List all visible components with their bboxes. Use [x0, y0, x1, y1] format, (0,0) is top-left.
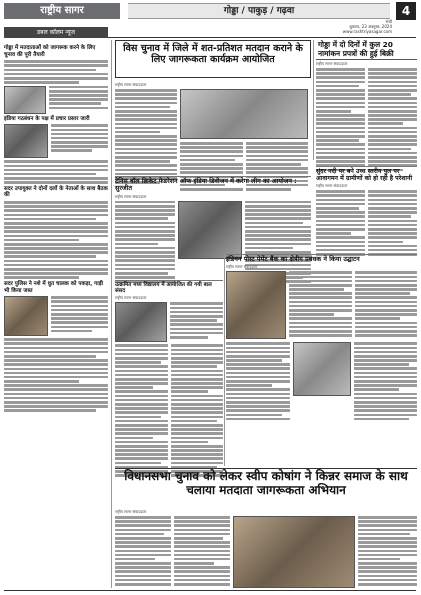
cricket-headline: टेनिस बॉल क्रिकेट फेडरेशन ऑफ इंडिया डिवीजन में करेगा लीग का आयोजन : सुरजीत [115, 177, 297, 193]
right-top-byline: राष्ट्रीय सागर संवाददाता [316, 61, 348, 67]
right-top-headline: गोड्डा में दो दिनों में कुल 20 नामांकन प्रपत्रों की हुई बिक्री [316, 40, 417, 60]
ippb-headline: इंडियन पोस्ट पेमेंट बैंक का क्षेत्रीय प्रबंधक ने किया उद्घाटन [226, 255, 360, 263]
date-full: बुधवार, 23 अक्टूबर, 2024 [349, 24, 392, 29]
ippb-photo-2 [293, 342, 351, 396]
left-photo-1 [4, 86, 46, 114]
left-column [4, 43, 108, 414]
left-story-4-head: सदर पुलिस ने नशे में धुत चालक को पकड़ा, गाड़ी भी किया जब्त [4, 281, 103, 294]
cricket-photo [178, 201, 242, 259]
left-story-2-head: इंडिया गठबंधन के पक्ष में प्रचार प्रसार जारी [4, 115, 90, 122]
column-divider-mid [224, 254, 225, 466]
bottom-story-body [115, 508, 417, 588]
bottom-story-headline: विधानसभा चुनाव को लेकर स्वीप कोषांग ने किन्नर समाज के साथ चलाया मतदाता जागरूकता अभियान [124, 469, 408, 497]
bridge-story [316, 168, 417, 257]
date-block [300, 19, 392, 34]
edition-bar [128, 3, 390, 19]
school-photo [115, 302, 167, 342]
right-top-story [316, 40, 417, 173]
newspaper-brand: राष्ट्रीय सागर [4, 3, 120, 19]
bottom-story-headline-box [115, 470, 417, 506]
column-divider-right [313, 40, 314, 160]
cricket-byline: राष्ट्रीय सागर संवाददाता [115, 193, 147, 199]
ippb-photo [226, 271, 286, 339]
ippb-byline: राष्ट्रीय सागर संवाददाता [226, 264, 258, 270]
bottom-story-byline: राष्ट्रीय सागर संवाददाता [115, 509, 147, 514]
section-label: डबल कॉलम न्यूज [4, 27, 108, 38]
school-byline: राष्ट्रीय सागर संवाददाता [115, 295, 147, 301]
date-city: रांची [385, 19, 392, 24]
top-story-photo [180, 89, 308, 139]
left-photo-2 [4, 124, 48, 158]
school-story [115, 282, 223, 478]
edition-title: गोड्डा / पाकुड़ / गढ़वा [223, 6, 295, 16]
left-photo-3 [4, 296, 48, 336]
top-story-headline: विस चुनाव में जिले में शत-प्रतिशत मतदान कराने के लिए जागरूकता कार्यक्रम आयोजित [123, 43, 303, 66]
rule-bridge [316, 166, 417, 167]
left-story-1-head: गोड्डा में मतदाताओं को जागरूक करने के लिए चुनाव की पूरी तैयारी [4, 45, 96, 58]
ippb-story [226, 256, 417, 422]
page-bottom-rule [4, 590, 416, 591]
top-story-byline: राष्ट्रीय सागर संवाददाता [115, 82, 147, 87]
page-number: 4 [396, 2, 416, 20]
website-url: www.rashtriyasagar.com [342, 29, 392, 34]
bottom-story-photo [233, 516, 355, 588]
top-story-headline-box [115, 40, 311, 78]
left-story-1-body [4, 60, 108, 84]
bridge-byline: राष्ट्रीय सागर संवाददाता [316, 183, 348, 189]
bridge-headline: सुंदर नदी पर बने उच्च स्तरीय पुल पर आवागमन में ग्रामीणों को हो रही है परेशानी [316, 168, 413, 183]
column-divider-left [111, 40, 112, 588]
school-headline: उत्क्रमित मध्य विद्यालय में आयोजित की गयी बाल संसद [115, 282, 212, 295]
rule-school [115, 280, 223, 281]
left-story-3-head: सदर उपायुक्त ने दोनों दलों के नेताओं के साथ बैठक की [4, 185, 108, 199]
